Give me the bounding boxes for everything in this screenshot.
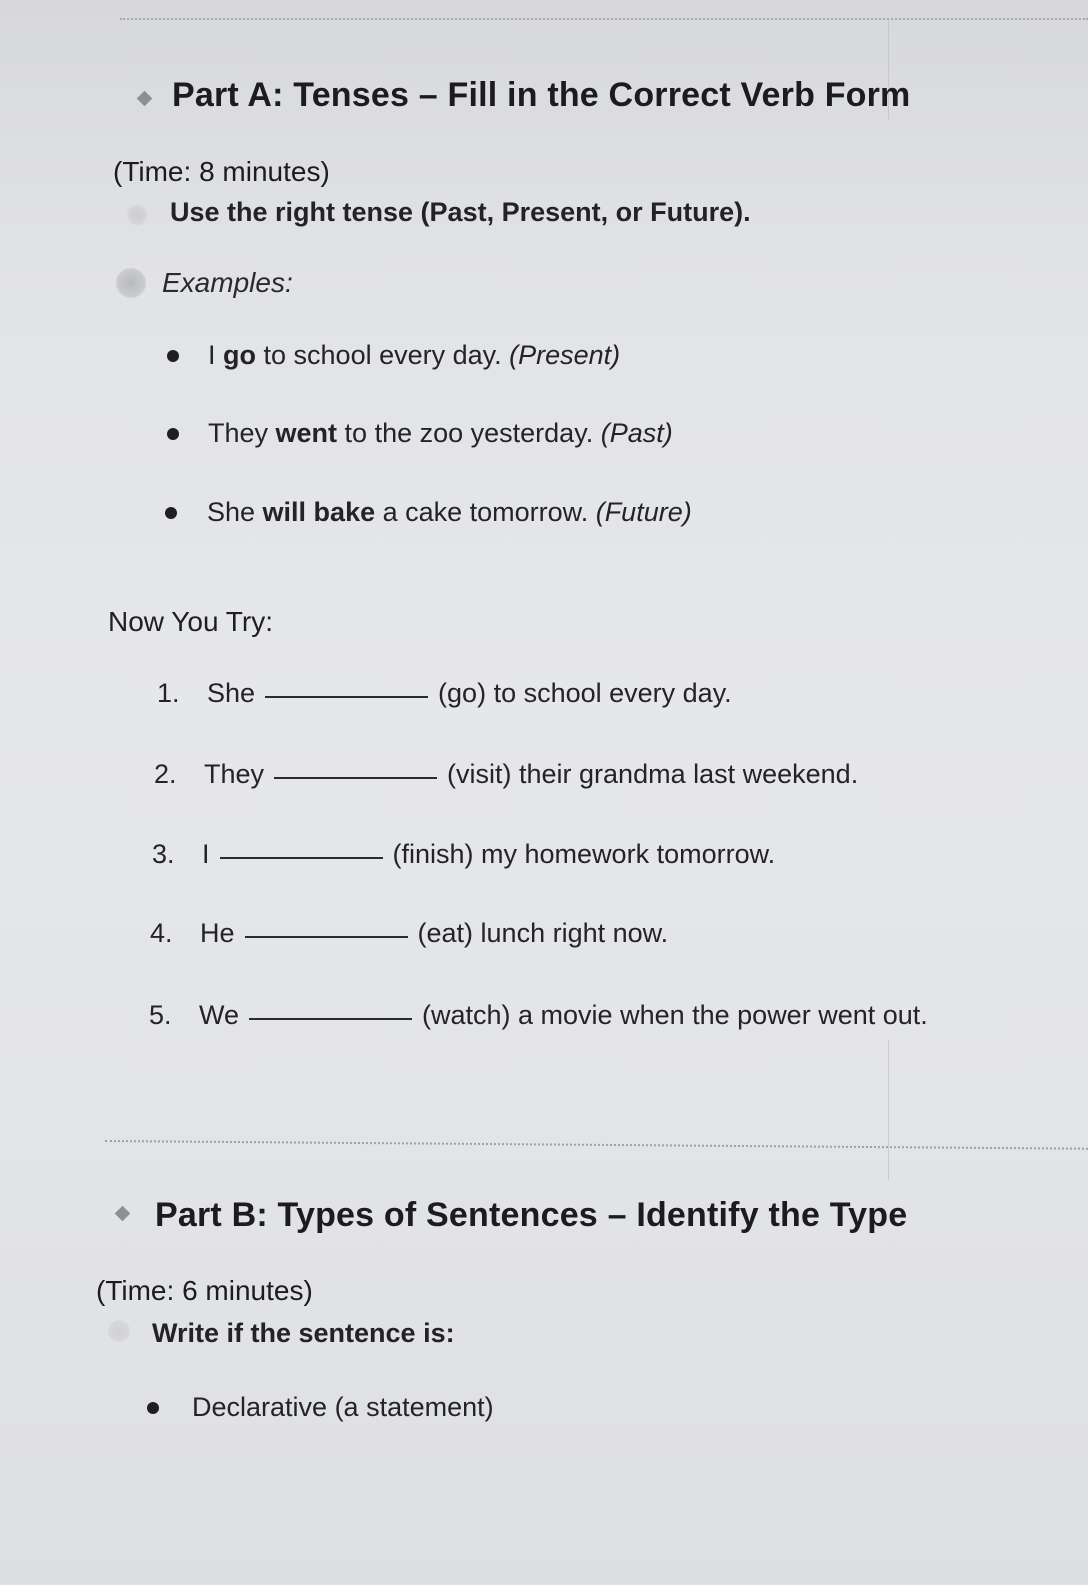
part-a-instruction: Use the right tense (Past, Present, or Future).	[170, 197, 751, 227]
exercise-prompt: (finish) my homework tomorrow.	[392, 839, 776, 869]
example-item	[208, 418, 673, 449]
example-verb: went	[275, 418, 338, 448]
exercise-prompt: (visit) their grandma last weekend.	[447, 759, 859, 789]
faded-bullet-icon	[127, 205, 147, 225]
sentence-type-name: Declarative	[192, 1392, 328, 1422]
exercise-number: 4.	[150, 918, 173, 948]
page-fold-line	[888, 1040, 889, 1180]
answer-blank[interactable]	[265, 676, 428, 698]
example-after: a cake tomorrow.	[375, 497, 596, 527]
example-item	[207, 497, 692, 528]
example-before: They	[208, 418, 276, 448]
top-divider	[120, 18, 1088, 20]
bullet-icon	[167, 428, 179, 440]
exercise-subject: She	[207, 678, 256, 708]
example-after: to the zoo yesterday.	[337, 418, 601, 448]
exercise-subject: They	[204, 759, 265, 789]
example-tense: (Past)	[600, 418, 673, 448]
example-verb: will bake	[262, 497, 376, 527]
example-tense: (Present)	[509, 340, 621, 370]
part-b-time: (Time: 6 minutes)	[96, 1275, 313, 1306]
examples-label: Examples:	[162, 267, 293, 298]
exercise-item	[154, 759, 858, 790]
exercise-number: 2.	[154, 759, 177, 789]
part-a-title: Part A: Tenses – Fill in the Correct Verb Form	[172, 76, 911, 114]
diamond-bullet-icon	[115, 1206, 131, 1222]
answer-blank[interactable]	[245, 916, 408, 938]
exercise-prompt: (eat) lunch right now.	[417, 918, 669, 948]
bullet-icon	[167, 350, 179, 362]
exercise-item	[150, 918, 668, 949]
answer-blank[interactable]	[249, 998, 412, 1020]
exercise-prompt: (watch) a movie when the power went out.	[422, 1000, 928, 1030]
exercise-number: 3.	[152, 839, 175, 869]
diamond-bullet-icon	[137, 91, 153, 107]
now-you-try-label: Now You Try:	[108, 606, 273, 637]
faded-bullet-icon	[116, 268, 146, 298]
part-b-title: Part B: Types of Sentences – Identify the Type	[155, 1196, 908, 1234]
exercise-number: 1.	[157, 678, 180, 708]
sentence-type-description: (a statement)	[327, 1392, 494, 1422]
example-tense: (Future)	[595, 497, 692, 527]
example-item	[208, 340, 620, 371]
bullet-icon	[147, 1402, 159, 1414]
faded-bullet-icon	[108, 1320, 130, 1342]
part-b-instruction: Write if the sentence is:	[152, 1318, 455, 1348]
exercise-item	[157, 678, 732, 709]
section-divider	[105, 1140, 1088, 1150]
bullet-icon	[165, 507, 177, 519]
exercise-item	[149, 1000, 928, 1031]
exercise-subject: We	[199, 1000, 240, 1030]
exercise-subject: I	[202, 839, 210, 869]
exercise-prompt: (go) to school every day.	[438, 678, 732, 708]
exercise-number: 5.	[149, 1000, 172, 1030]
example-before: I	[208, 340, 224, 370]
sentence-type-item	[192, 1392, 494, 1423]
answer-blank[interactable]	[220, 837, 383, 859]
example-before: She	[207, 497, 263, 527]
example-verb: go	[223, 340, 257, 370]
answer-blank[interactable]	[274, 757, 437, 779]
exercise-subject: He	[200, 918, 235, 948]
exercise-item	[152, 839, 775, 870]
example-after: to school every day.	[256, 340, 510, 370]
part-a-time: (Time: 8 minutes)	[113, 156, 330, 187]
